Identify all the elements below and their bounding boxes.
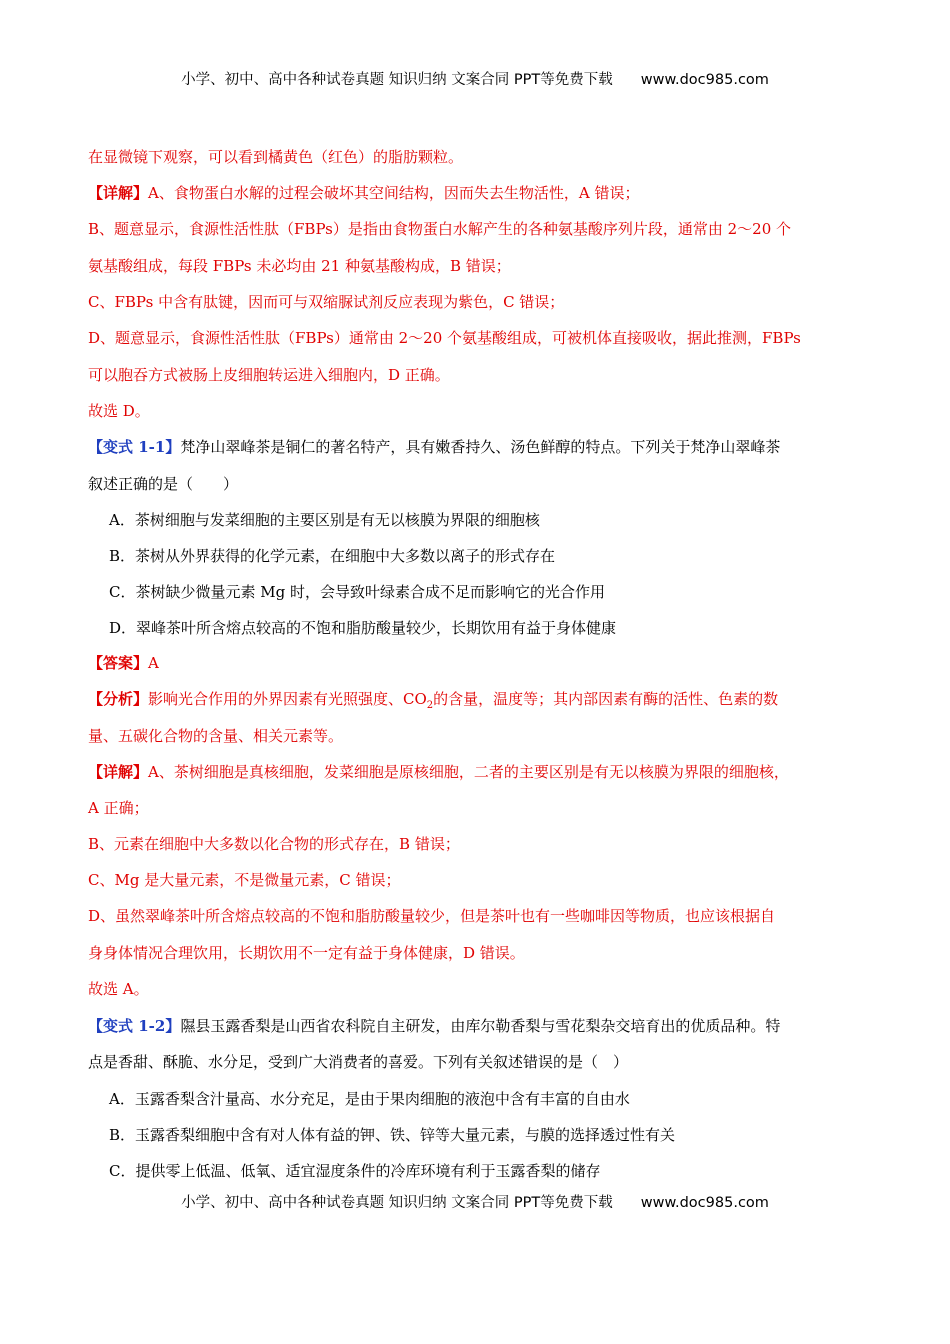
q1-detail-c: C、Mg 是大量元素，不是微量元素，C 错误； (88, 871, 401, 889)
detail-a-text: A、食物蛋白水解的过程会破坏其空间结构，因而失去生物活性，A 错误； (148, 184, 640, 202)
q2-stem1-text: 隰县玉露香梨是山西省农科院自主研发，由库尔勒香梨与雪花梨杂交培育出的优质品种。特 (180, 1017, 781, 1035)
page-header (0, 68, 950, 89)
q1-choice: 故选 A。 (88, 980, 149, 998)
prev-detail-d2: 可以胞吞方式被肠上皮细胞转运进入细胞内，D 正确。 (88, 366, 450, 384)
header-text: 小学、初中、高中各种试卷真题 知识归纳 文案合同 PPT等免费下载 (181, 72, 613, 88)
q1-detail-a1 (88, 762, 789, 782)
q2-option-a: A．玉露香梨含汁量高、水分充足，是由于果肉细胞的液泡中含有丰富的自由水 (109, 1090, 630, 1108)
q2-option-b: B．玉露香梨细胞中含有对人体有益的钾、铁、锌等大量元素，与膜的选择透过性有关 (109, 1126, 676, 1144)
prev-detail-b2: 氨基酸组成，每段 FBPs 未必均由 21 种氨基酸构成，B 错误； (88, 257, 511, 275)
q1-answer (88, 653, 159, 673)
q1-option-b: B．茶树从外界获得的化学元素，在细胞中大多数以离子的形式存在 (109, 547, 556, 565)
q2-stem-line1 (88, 1016, 780, 1036)
detail-tag: 【详解】 (88, 763, 149, 781)
detail-tag: 【详解】 (88, 184, 149, 202)
prev-text-line: 在显微镜下观察，可以看到橘黄色（红色）的脂肪颗粒。 (88, 148, 464, 166)
prev-detail-b1: B、题意显示，食源性活性肽（FBPs）是指由食物蛋白水解产生的各种氨基酸序列片段，通常由 2～20 个 (88, 220, 792, 238)
q1-detail-d2: 身身体情况合理饮用，长期饮用不一定有益于身体健康，D 错误。 (88, 944, 525, 962)
q1-tag: 【变式 1-1】 (88, 438, 181, 456)
q1-detail-b: B、元素在细胞中大多数以化合物的形式存在，B 错误； (88, 835, 460, 853)
q1-option-a: A．茶树细胞与发菜细胞的主要区别是有无以核膜为界限的细胞核 (109, 511, 540, 529)
q1-stem-line1 (88, 437, 780, 457)
answer-value: A (148, 654, 159, 672)
q1-option-c: C．茶树缺少微量元素 Mg 时，会导致叶绿素合成不足而影响它的光合作用 (109, 583, 605, 601)
prev-detail-d1: D、题意显示，食源性活性肽（FBPs）通常由 2～20 个氨基酸组成，可被机体直接吸收，据此推测，FBPs (88, 329, 801, 347)
q1-option-d: D．翠峰茶叶所含熔点较高的不饱和脂肪酸量较少，长期饮用有益于身体健康 (109, 619, 617, 637)
detail-a1-text: A、茶树细胞是真核细胞，发菜细胞是原核细胞，二者的主要区别是有无以核膜为界限的细胞核， (148, 763, 789, 781)
footer-url: www.doc985.com (640, 1195, 769, 1211)
footer-text: 小学、初中、高中各种试卷真题 知识归纳 文案合同 PPT等免费下载 (181, 1195, 613, 1211)
q1-detail-a2: A 正确； (88, 799, 149, 817)
analysis-text-post: 的含量，温度等；其内部因素有酶的活性、色素的数 (433, 690, 779, 708)
analysis-tag: 【分析】 (88, 690, 149, 708)
q2-stem-line2: 点是香甜、酥脆、水分足，受到广大消费者的喜爱。下列有关叙述错误的是（ ） (88, 1053, 629, 1071)
analysis-text-pre: 影响光合作用的外界因素有光照强度、CO (148, 690, 427, 708)
q1-analysis-line2: 量、五碳化合物的含量、相关元素等。 (88, 727, 344, 745)
prev-choice: 故选 D。 (88, 402, 150, 420)
header-url: www.doc985.com (640, 72, 769, 88)
q1-analysis-line1 (88, 689, 778, 716)
page-footer (0, 1191, 950, 1212)
co2-subscript: 2 (426, 700, 434, 711)
q2-option-c: C．提供零上低温、低氧、适宜湿度条件的冷库环境有利于玉露香梨的储存 (109, 1162, 601, 1180)
prev-detail-a (88, 183, 639, 203)
q1-detail-d1: D、虽然翠峰茶叶所含熔点较高的不饱和脂肪酸量较少，但是茶叶也有一些咖啡因等物质，也应该根据自 (88, 907, 776, 925)
prev-detail-c: C、FBPs 中含有肽键，因而可与双缩脲试剂反应表现为紫色，C 错误； (88, 293, 565, 311)
q2-tag: 【变式 1-2】 (88, 1017, 181, 1035)
q1-stem-line2: 叙述正确的是（ ） (88, 475, 239, 493)
answer-tag: 【答案】 (88, 654, 149, 672)
q1-stem1-text: 梵净山翠峰茶是铜仁的著名特产，具有嫩香持久、汤色鲜醇的特点。下列关于梵净山翠峰茶 (180, 438, 781, 456)
